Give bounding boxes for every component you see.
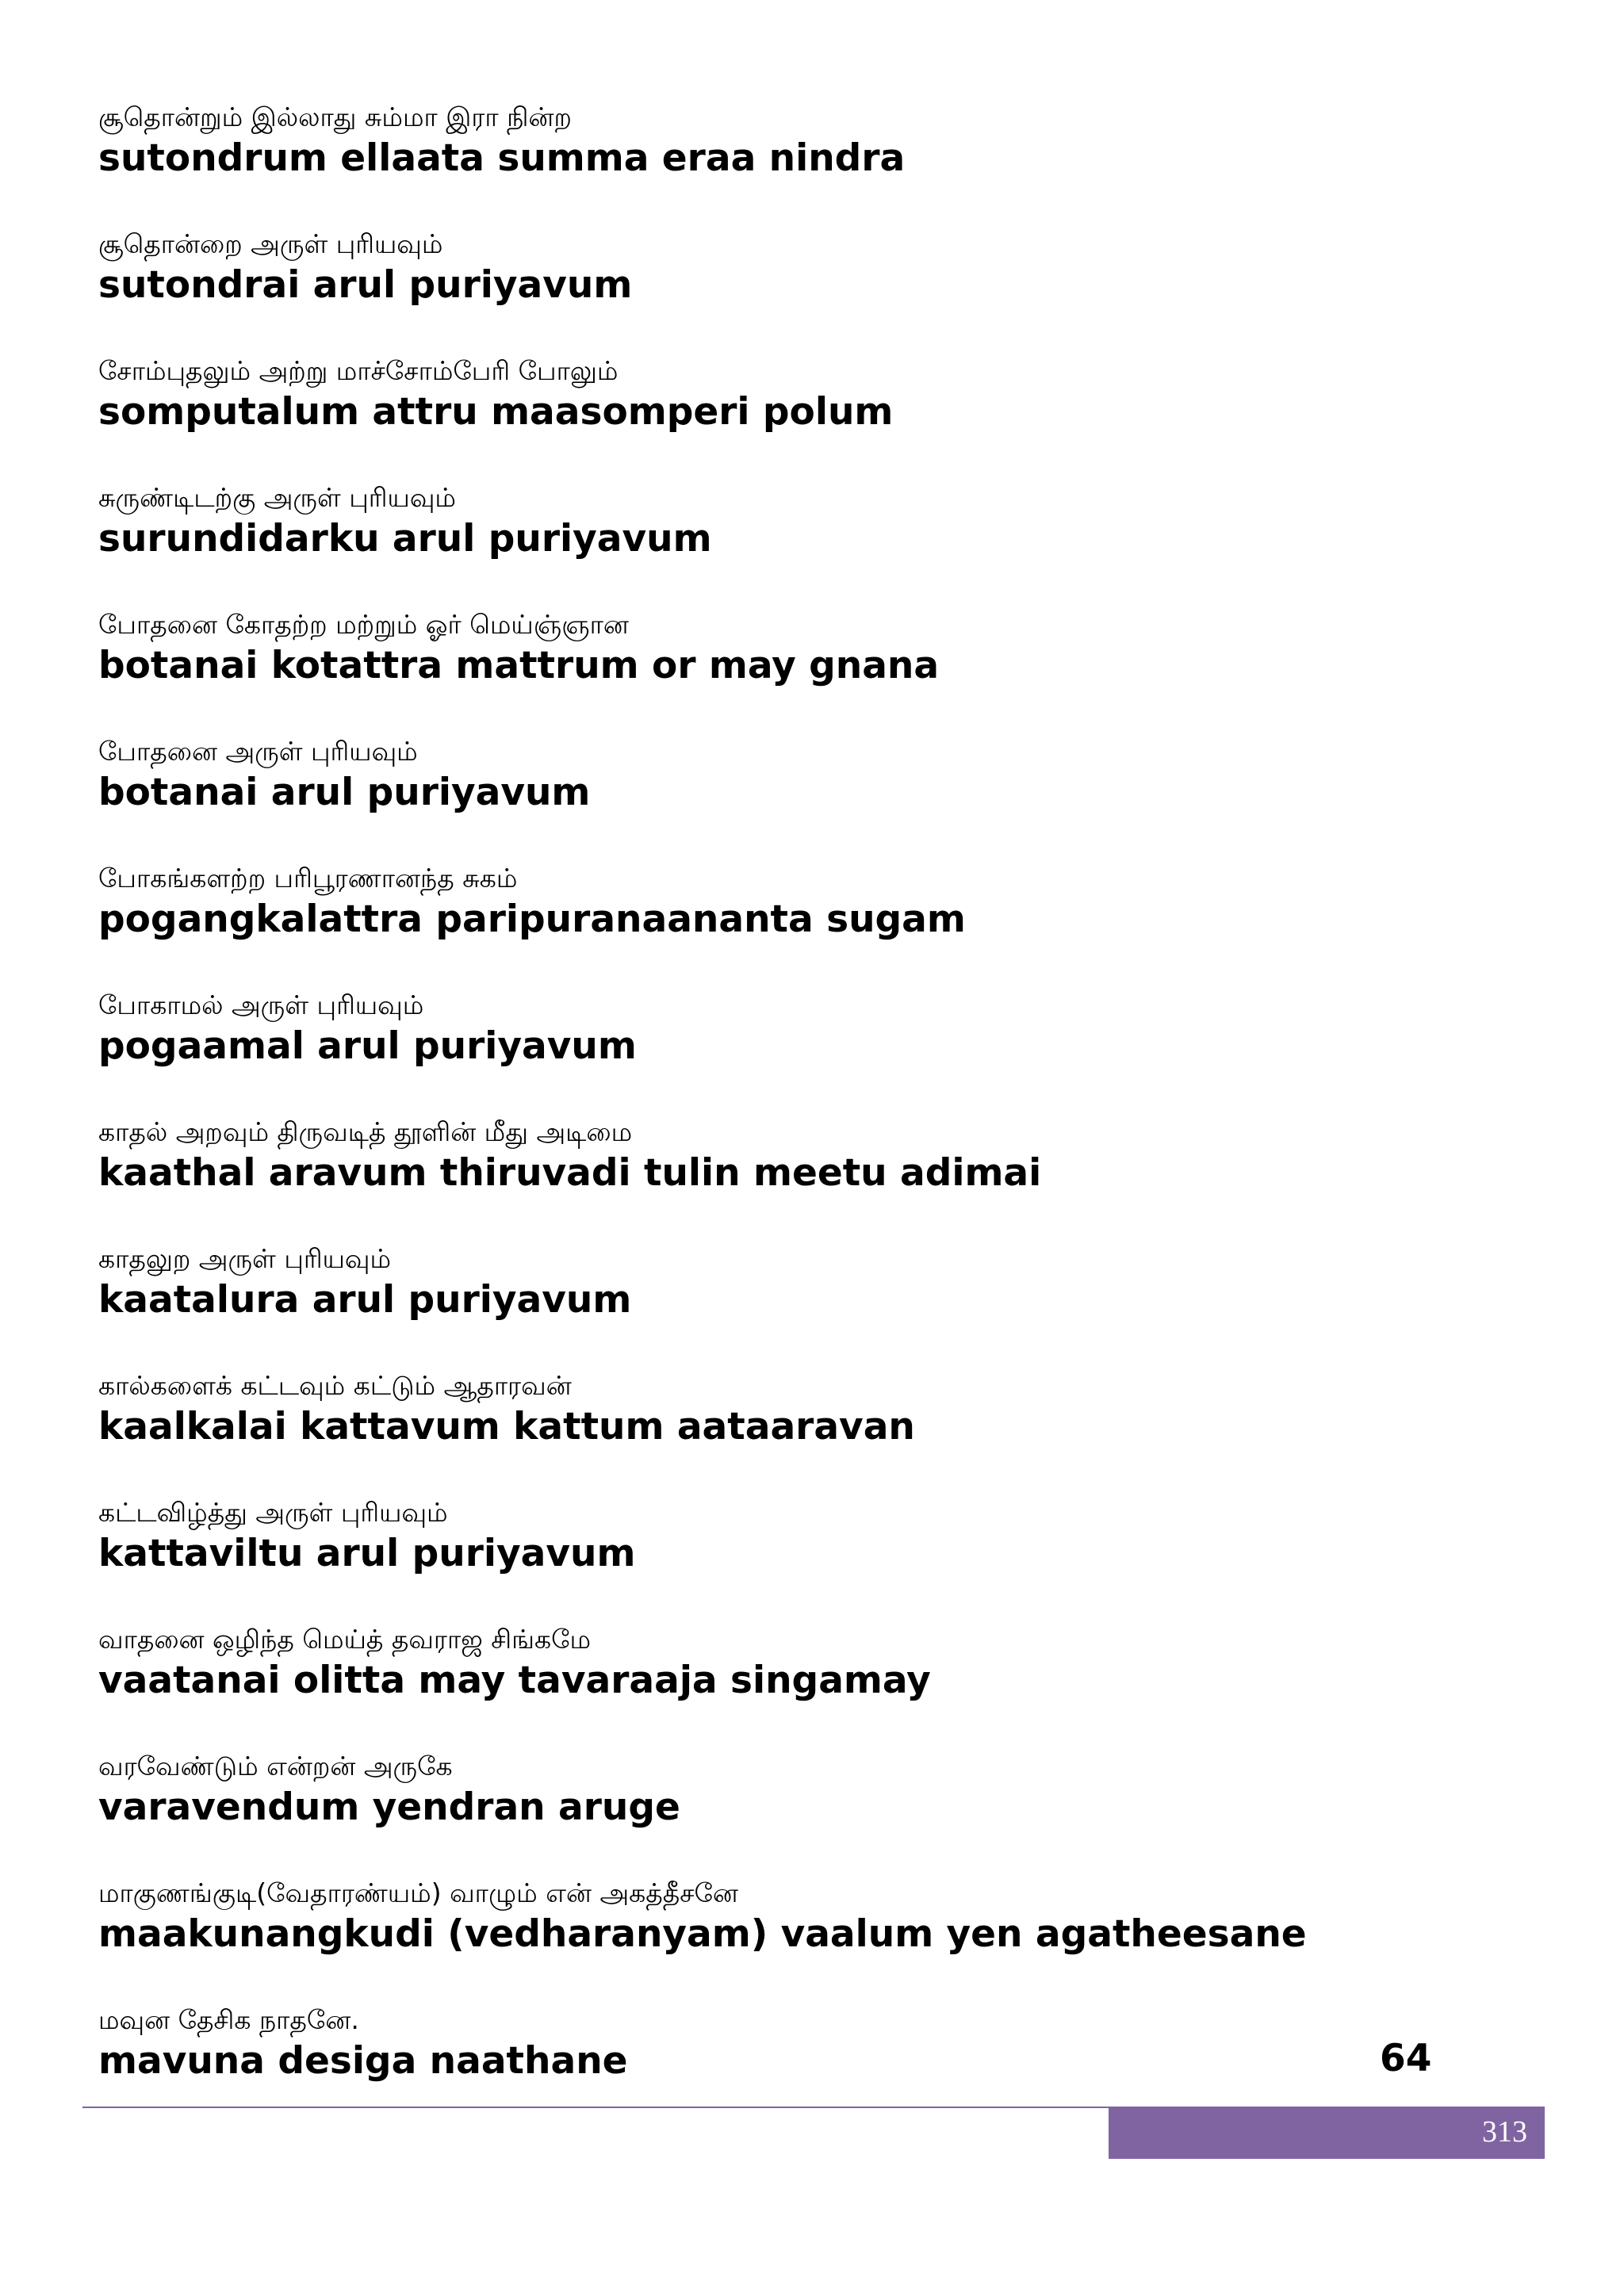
page-number-box (1109, 2108, 1545, 2159)
transliteration-line: kattaviltu arul puriyavum (98, 1532, 636, 1575)
tamil-line: மாகுணங்குடி(வேதாரண்யம்) வாழும் என் அகத்தீசனே (98, 1877, 738, 1908)
tamil-line: போகாமல் அருள் புரியவும் (98, 989, 424, 1020)
tamil-line: காதல் அறவும் திருவடித் தூளின் மீது அடிமை (98, 1116, 633, 1147)
verse-line (98, 1877, 1446, 1958)
transliteration-line: varavendum yendran aruge (98, 1785, 680, 1829)
tamil-line: சுருண்டிடற்கு அருள் புரியவும் (98, 482, 456, 513)
verse-line (98, 863, 1446, 943)
tamil-line: போதனை கோதற்ற மற்றும் ஓர் மெய்ஞ்ஞான (98, 609, 629, 640)
transliteration-line: botanai kotattra mattrum or may gnana (98, 644, 940, 687)
verse-line (98, 101, 1446, 182)
transliteration-line: surundidarku arul puriyavum (98, 517, 712, 561)
verse-line (98, 1243, 1446, 1324)
tamil-line: சூதொன்றை அருள் புரியவும் (98, 228, 443, 259)
tamil-line: மவுன தேசிக நாதனே. (98, 2004, 359, 2035)
transliteration-line: sutondrum ellaata summa eraa nindra (98, 136, 906, 180)
transliteration-line: somputalum attru maasomperi polum (98, 390, 894, 434)
verse-line (98, 355, 1446, 436)
tamil-line: போகங்களற்ற பரிபூரணானந்த சுகம் (98, 863, 518, 894)
transliteration-line: kaathal aravum thiruvadi tulin meetu adimai (98, 1151, 1042, 1195)
tamil-line: வாதனை ஒழிந்த மெய்த் தவராஜ சிங்கமே (98, 1624, 592, 1655)
transliteration-line: pogaamal arul puriyavum (98, 1024, 637, 1068)
page-number: 313 (1482, 2115, 1527, 2149)
verse-line (98, 228, 1446, 309)
verse-line (98, 482, 1446, 563)
transliteration-line: sutondrai arul puriyavum (98, 263, 633, 307)
verse-line (98, 1751, 1446, 1831)
transliteration-line: kaalkalai kattavum kattum aataaravan (98, 1405, 915, 1448)
verse-line (98, 2004, 1446, 2085)
tamil-line: சோம்புதலும் அற்று மாச்சோம்பேரி போலும் (98, 355, 619, 386)
transliteration-line: kaatalura arul puriyavum (98, 1278, 632, 1322)
transliteration-line: maakunangkudi (vedharanyam) vaalum yen agatheesane (98, 1912, 1307, 1956)
tamil-line: வரவேண்டும் என்றன் அருகே (98, 1751, 453, 1781)
verse-line (98, 1116, 1446, 1197)
transliteration-line: vaatanai olitta may tavaraaja singamay (98, 1659, 931, 1702)
tamil-line: சூதொன்றும் இல்லாது சும்மா இரா நின்ற (98, 101, 572, 132)
transliteration-line: botanai arul puriyavum (98, 771, 591, 814)
tamil-line: கட்டவிழ்த்து அருள் புரியவும் (98, 1497, 448, 1528)
tamil-line: போதனை அருள் புரியவும் (98, 736, 418, 767)
verse-line (98, 736, 1446, 817)
verse-line (98, 609, 1446, 690)
transliteration-line: mavuna desiga naathane (98, 2039, 628, 2083)
verse-line (98, 1370, 1446, 1451)
verse-line (98, 1497, 1446, 1578)
tamil-line: கால்களைக் கட்டவும் கட்டும் ஆதாரவன் (98, 1370, 572, 1401)
verse-line (98, 989, 1446, 1070)
tamil-line: காதலுற அருள் புரியவும் (98, 1243, 392, 1274)
verse-number: 64 (1380, 2037, 1432, 2080)
verse-line (98, 1624, 1446, 1705)
transliteration-line: pogangkalattra paripuranaananta sugam (98, 897, 966, 941)
